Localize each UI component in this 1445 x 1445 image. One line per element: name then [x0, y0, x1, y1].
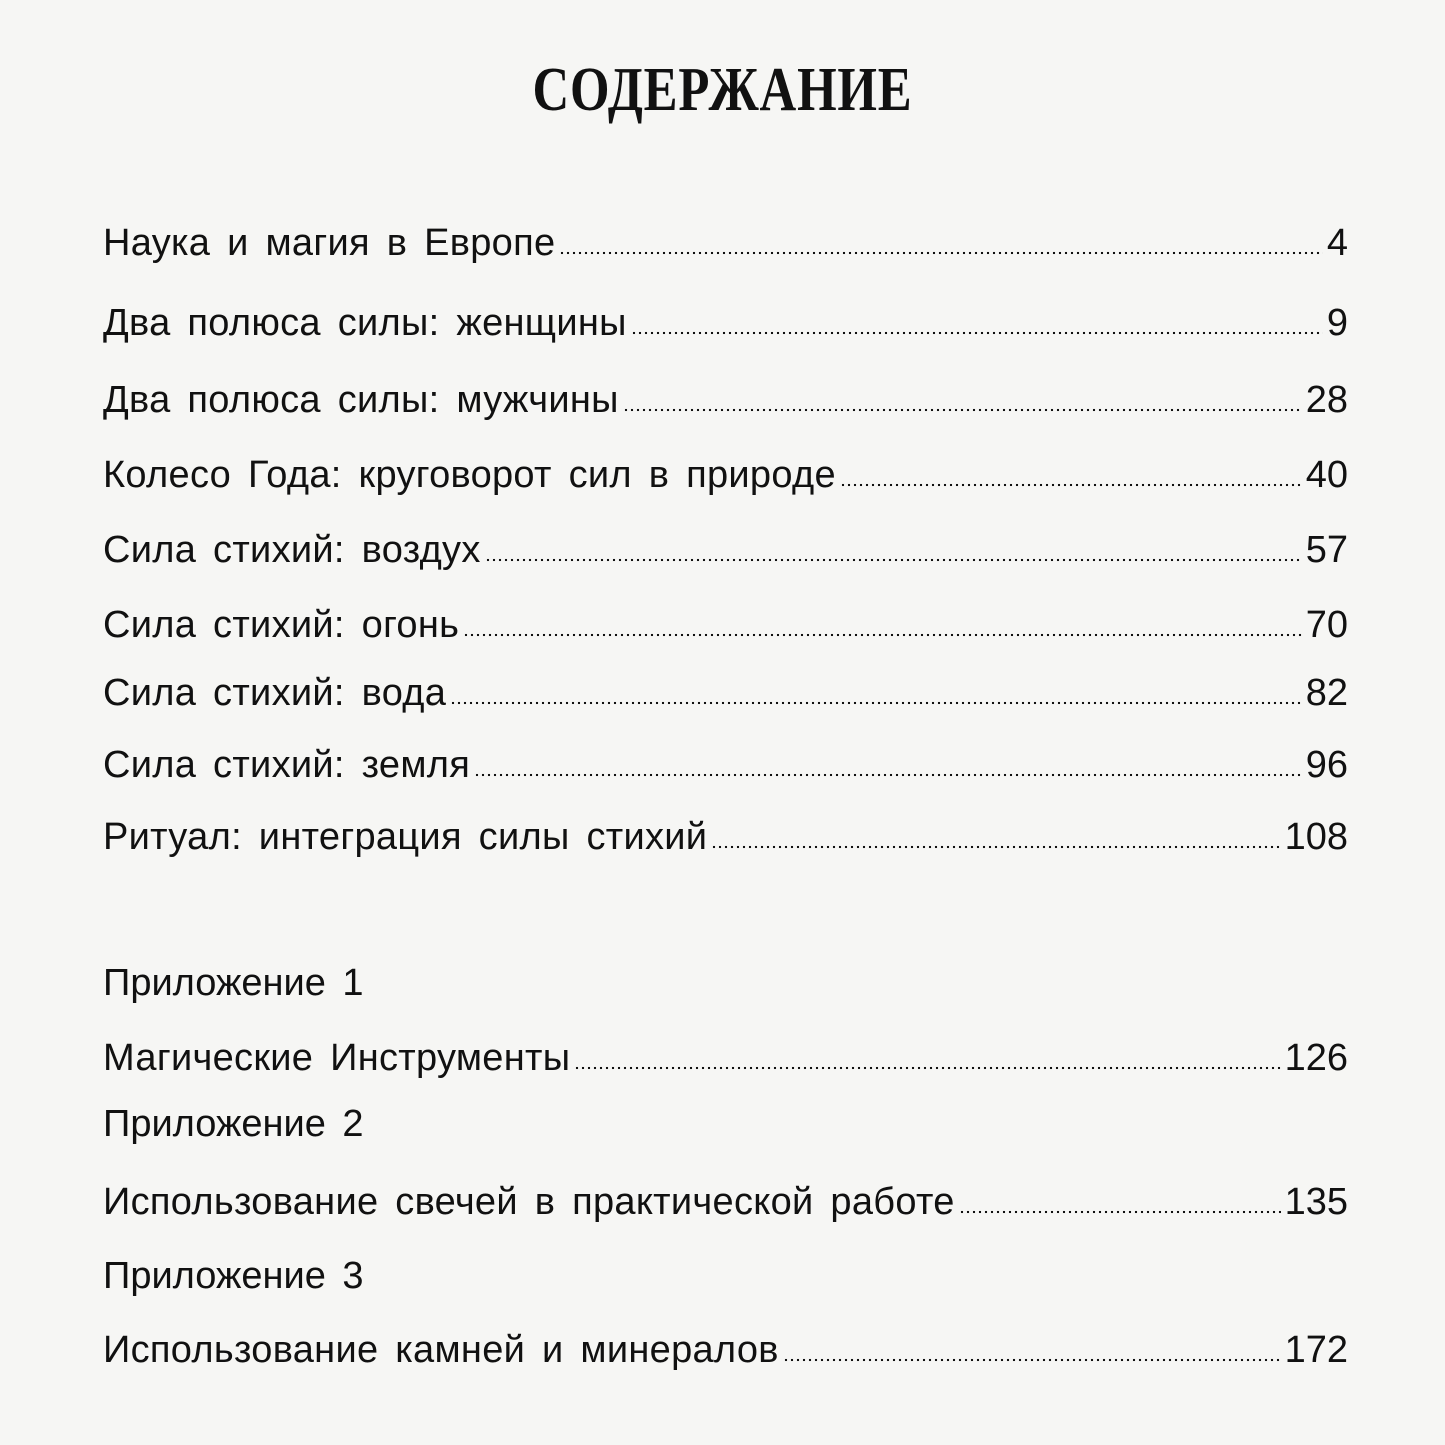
toc-entry: Использование свечей в практической работе 135 [103, 1181, 1348, 1223]
leader-dots [450, 700, 1302, 706]
leader-dots [840, 482, 1302, 488]
leader-dots [474, 772, 1302, 778]
leader-dots [463, 632, 1302, 638]
toc-entry: Ритуал: интеграция силы стихий 108 [103, 816, 1348, 858]
leader-dots [959, 1209, 1281, 1215]
appendix-label: Приложение 2 [103, 1103, 364, 1145]
leader-dots [559, 250, 1322, 256]
leader-dots [485, 557, 1302, 563]
toc-entry: Магические Инструменты 126 [103, 1037, 1348, 1079]
toc-entry: Наука и магия в Европе 4 [103, 222, 1348, 264]
leader-dots [631, 330, 1323, 336]
toc-entry: Сила стихий: вода 82 [103, 672, 1348, 714]
toc-entry: Два полюса силы: женщины 9 [103, 302, 1348, 344]
leader-dots [711, 844, 1280, 850]
toc-entry: Использование камней и минералов 172 [103, 1329, 1348, 1371]
toc-entry: Сила стихий: воздух 57 [103, 529, 1348, 571]
leader-dots [623, 407, 1302, 413]
toc-entry: Два полюса силы: мужчины 28 [103, 379, 1348, 421]
leader-dots [574, 1065, 1280, 1071]
toc-entry: Колесо Года: круговорот сил в природе 40 [103, 454, 1348, 496]
toc-entry: Сила стихий: огонь 70 [103, 604, 1348, 646]
appendix-label: Приложение 1 [103, 962, 364, 1004]
leader-dots [783, 1357, 1281, 1363]
appendix-label: Приложение 3 [103, 1255, 364, 1297]
page-title: СОДЕРЖАНИЕ [532, 56, 913, 124]
toc-entry: Сила стихий: земля 96 [103, 744, 1348, 786]
